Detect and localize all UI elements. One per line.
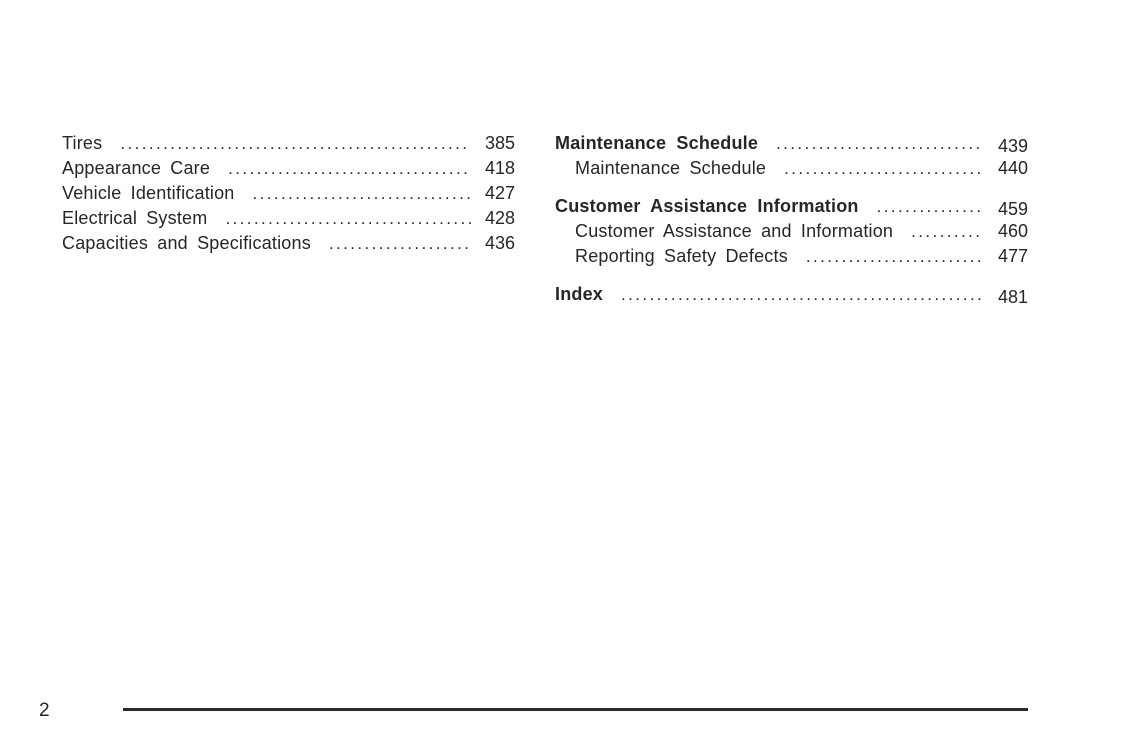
dot-leader [253,181,471,206]
dot-leader [911,219,984,244]
toc-entry[interactable] [555,282,1028,307]
toc-entry[interactable] [555,219,1028,244]
dot-leader [877,194,984,219]
toc-entry-page: 436 [484,233,515,253]
footer-rule [123,708,1028,711]
toc-entry-page: 427 [484,183,515,203]
dot-leader [329,231,471,256]
toc-entry[interactable] [555,131,1028,156]
toc-entry-page: 440 [997,158,1028,178]
toc-entry-label: Electrical System [62,208,208,228]
toc-left-column [62,131,515,256]
dot-leader [120,131,471,156]
toc-entry-label: Appearance Care [62,158,211,178]
toc-entry[interactable] [62,156,515,181]
toc-entry-page: 439 [997,136,1028,156]
toc-entry-label: Maintenance Schedule [575,158,767,178]
dot-leader [225,206,471,231]
toc-entry-label: Vehicle Identification [62,183,235,203]
dot-leader [806,244,984,269]
toc-entry-page: 385 [484,133,515,153]
toc-entry-page: 459 [997,199,1028,219]
toc-entry-page: 418 [484,158,515,178]
toc-right-column [555,131,1028,307]
toc-entry-page: 481 [997,287,1028,307]
dot-leader [776,131,984,156]
toc-entry[interactable] [62,231,515,256]
toc-entry[interactable] [62,206,515,231]
toc-entry-label: Index [555,284,604,304]
toc-entry-label: Reporting Safety Defects [575,246,788,266]
toc-entry-page: 477 [997,246,1028,266]
dot-leader [784,156,984,181]
toc-entry[interactable] [555,156,1028,181]
dot-leader [621,282,984,307]
toc-entry-label: Tires [62,133,103,153]
toc-entry-label: Capacities and Specifications [62,233,311,253]
dot-leader [228,156,471,181]
toc-entry[interactable] [62,181,515,206]
toc-entry-label: Customer Assistance and Information [575,221,894,241]
toc-entry-label: Maintenance Schedule [555,133,759,153]
page-number: 2 [39,700,50,721]
toc-entry[interactable] [555,194,1028,219]
toc-entry[interactable] [62,131,515,156]
toc-entry-page: 460 [997,221,1028,241]
toc-entry-page: 428 [484,208,515,228]
toc-entry-label: Customer Assistance Information [555,196,859,216]
toc-entry[interactable] [555,244,1028,269]
